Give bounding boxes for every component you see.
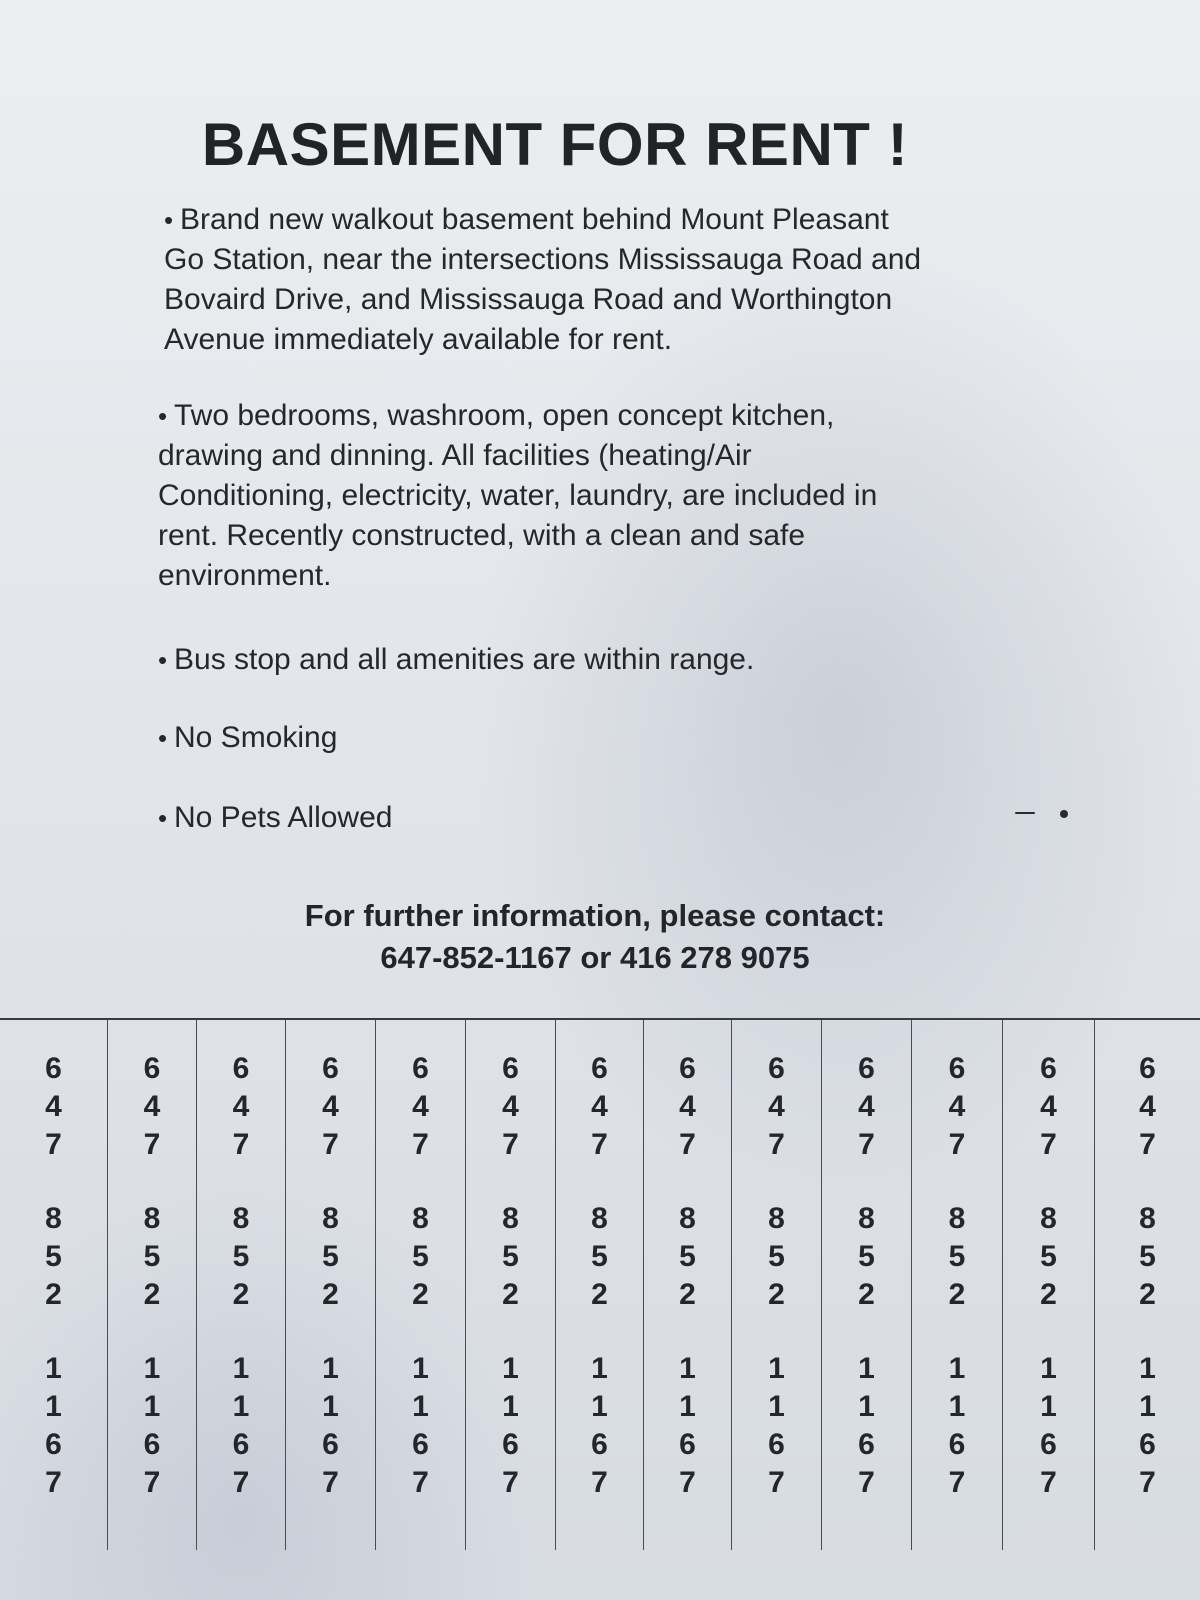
tab-digit: 2 bbox=[412, 1278, 429, 1311]
tear-off-tab[interactable] bbox=[466, 1020, 556, 1550]
tab-digit: 1 bbox=[502, 1352, 519, 1385]
bullet-features bbox=[158, 396, 877, 596]
tab-digit: 1 bbox=[591, 1390, 608, 1423]
tab-digit: 7 bbox=[679, 1466, 696, 1499]
bullet-line: Bovaird Drive, and Mississauga Road and Worthington bbox=[164, 283, 893, 316]
tab-digit: 4 bbox=[322, 1090, 339, 1123]
tab-digit: 6 bbox=[232, 1428, 250, 1461]
tab-digit: 8 bbox=[143, 1202, 161, 1235]
tab-digit: 6 bbox=[858, 1428, 875, 1461]
tab-digit: 7 bbox=[322, 1128, 339, 1161]
tab-digit: 5 bbox=[232, 1240, 250, 1273]
tab-digit: 7 bbox=[591, 1466, 608, 1499]
tab-digit: 1 bbox=[322, 1390, 339, 1423]
tab-digit: 1 bbox=[679, 1352, 696, 1385]
paper-speck-icon bbox=[1060, 810, 1068, 818]
tab-digit: 5 bbox=[143, 1240, 161, 1273]
contact-block bbox=[0, 895, 1190, 979]
tab-phone-number bbox=[286, 1050, 375, 1538]
tab-digit: 6 bbox=[232, 1052, 250, 1085]
tab-digit: 6 bbox=[591, 1428, 608, 1461]
tab-digit: 4 bbox=[591, 1090, 608, 1123]
bullet-line: Go Station, near the intersections Mississauga Road and bbox=[164, 243, 922, 276]
tab-digit: 6 bbox=[412, 1052, 429, 1085]
tear-off-tabs bbox=[0, 1020, 1200, 1580]
tab-digit: 8 bbox=[322, 1202, 339, 1235]
bullet-line: Two bedrooms, washroom, open concept kitchen, bbox=[174, 399, 835, 432]
bullet-line: Brand new walkout basement behind Mount Pleasant bbox=[180, 203, 889, 236]
tab-phone-number bbox=[197, 1050, 285, 1538]
tear-off-tab[interactable] bbox=[1003, 1020, 1095, 1550]
tab-digit-group bbox=[197, 1050, 285, 1164]
tab-digit: 6 bbox=[143, 1052, 161, 1085]
tab-digit: 6 bbox=[858, 1052, 875, 1085]
tab-digit: 2 bbox=[858, 1278, 875, 1311]
tab-digit-group bbox=[197, 1350, 285, 1502]
tab-digit: 1 bbox=[768, 1390, 785, 1423]
bullet-line: Conditioning, electricity, water, laundry, are included in bbox=[158, 479, 878, 512]
tab-digit: 8 bbox=[45, 1202, 62, 1235]
tear-off-tab[interactable] bbox=[0, 1020, 108, 1550]
tab-digit: 1 bbox=[1040, 1352, 1057, 1385]
tab-digit: 5 bbox=[768, 1240, 785, 1273]
tab-phone-number bbox=[376, 1050, 465, 1538]
tab-digit-group bbox=[556, 1350, 643, 1502]
tab-digit: 6 bbox=[768, 1428, 785, 1461]
tab-digit-group bbox=[197, 1200, 285, 1314]
tear-off-tab[interactable] bbox=[286, 1020, 376, 1550]
tab-digit-group bbox=[822, 1350, 911, 1502]
tab-phone-number bbox=[822, 1050, 911, 1538]
tab-digit: 5 bbox=[1139, 1240, 1156, 1273]
tear-off-tab[interactable] bbox=[912, 1020, 1003, 1550]
tab-digit: 4 bbox=[45, 1090, 62, 1123]
tab-digit: 8 bbox=[1040, 1202, 1057, 1235]
tab-digit-group bbox=[1003, 1200, 1094, 1314]
tear-off-tab[interactable] bbox=[376, 1020, 466, 1550]
tab-digit: 7 bbox=[232, 1466, 250, 1499]
tab-digit-group bbox=[912, 1200, 1002, 1314]
tab-digit: 6 bbox=[412, 1428, 429, 1461]
tab-digit: 4 bbox=[768, 1090, 785, 1123]
tab-digit-group bbox=[1095, 1350, 1200, 1502]
tab-digit-group bbox=[822, 1050, 911, 1164]
tab-digit: 1 bbox=[858, 1352, 875, 1385]
tab-digit: 7 bbox=[1139, 1466, 1156, 1499]
tab-digit: 6 bbox=[143, 1428, 161, 1461]
tab-digit: 7 bbox=[1040, 1466, 1057, 1499]
tab-digit: 5 bbox=[45, 1240, 62, 1273]
bullet-dot-icon: • bbox=[158, 723, 168, 753]
tab-digit-group bbox=[912, 1050, 1002, 1164]
tab-digit: 6 bbox=[1040, 1428, 1057, 1461]
tab-digit: 7 bbox=[858, 1128, 875, 1161]
tab-digit-group bbox=[466, 1350, 555, 1502]
tab-digit-group bbox=[644, 1050, 731, 1164]
tab-digit: 6 bbox=[768, 1052, 785, 1085]
tab-phone-number bbox=[0, 1050, 107, 1538]
tab-digit: 2 bbox=[1139, 1278, 1156, 1311]
tab-digit: 2 bbox=[1040, 1278, 1057, 1311]
tab-phone-number bbox=[466, 1050, 555, 1538]
contact-heading: For further information, please contact: bbox=[304, 898, 886, 933]
tab-digit-group bbox=[732, 1350, 821, 1502]
tab-digit-group bbox=[286, 1200, 375, 1314]
tab-digit-group bbox=[912, 1350, 1002, 1502]
bullet-line: environment. bbox=[158, 559, 332, 592]
tab-digit: 6 bbox=[322, 1428, 339, 1461]
tab-digit: 8 bbox=[1139, 1202, 1156, 1235]
tab-digit: 7 bbox=[948, 1466, 966, 1499]
tab-digit: 6 bbox=[1040, 1052, 1057, 1085]
tab-digit: 1 bbox=[768, 1352, 785, 1385]
tab-digit: 6 bbox=[948, 1052, 966, 1085]
tab-digit: 8 bbox=[768, 1202, 785, 1235]
tab-digit: 1 bbox=[412, 1352, 429, 1385]
tab-digit-group bbox=[0, 1050, 107, 1164]
tab-digit: 2 bbox=[322, 1278, 339, 1311]
tab-digit: 6 bbox=[45, 1052, 62, 1085]
tab-digit: 5 bbox=[591, 1240, 608, 1273]
tab-digit: 1 bbox=[948, 1352, 966, 1385]
contact-phones: 647-852-1167 or 416 278 9075 bbox=[380, 940, 810, 975]
tear-off-tab[interactable] bbox=[108, 1020, 197, 1550]
tab-digit-group bbox=[376, 1200, 465, 1314]
tear-off-tab[interactable] bbox=[644, 1020, 732, 1550]
tab-digit: 5 bbox=[679, 1240, 696, 1273]
tab-phone-number bbox=[732, 1050, 821, 1538]
tab-digit-group bbox=[1003, 1050, 1094, 1164]
tab-digit: 5 bbox=[1040, 1240, 1057, 1273]
tab-digit-group bbox=[466, 1200, 555, 1314]
tab-digit-group bbox=[556, 1050, 643, 1164]
tab-digit: 5 bbox=[502, 1240, 519, 1273]
tab-digit: 7 bbox=[232, 1128, 250, 1161]
tab-digit: 2 bbox=[679, 1278, 696, 1311]
tab-digit: 2 bbox=[768, 1278, 785, 1311]
tab-digit: 7 bbox=[502, 1128, 519, 1161]
tab-digit-group bbox=[376, 1350, 465, 1502]
tab-digit-group bbox=[376, 1050, 465, 1164]
tear-off-tab[interactable] bbox=[556, 1020, 644, 1550]
bullet-line: Avenue immediately available for rent. bbox=[164, 323, 673, 356]
tab-digit: 7 bbox=[948, 1128, 966, 1161]
tab-digit: 6 bbox=[591, 1052, 608, 1085]
tab-digit: 7 bbox=[143, 1128, 161, 1161]
tab-digit: 6 bbox=[322, 1052, 339, 1085]
tab-digit: 5 bbox=[948, 1240, 966, 1273]
tab-digit: 5 bbox=[858, 1240, 875, 1273]
bullet-dot-icon: • bbox=[158, 645, 168, 675]
tab-digit: 1 bbox=[1040, 1390, 1057, 1423]
tab-digit: 1 bbox=[412, 1390, 429, 1423]
tab-phone-number bbox=[556, 1050, 643, 1538]
tab-digit: 5 bbox=[322, 1240, 339, 1273]
tab-digit-group bbox=[1003, 1350, 1094, 1502]
bullet-no-pets bbox=[158, 798, 392, 838]
tab-digit: 6 bbox=[502, 1428, 519, 1461]
bullet-location bbox=[164, 200, 921, 360]
tab-digit: 8 bbox=[591, 1202, 608, 1235]
tab-digit: 2 bbox=[948, 1278, 966, 1311]
tab-digit: 4 bbox=[858, 1090, 875, 1123]
tab-digit-group bbox=[1095, 1050, 1200, 1164]
tab-digit: 7 bbox=[502, 1466, 519, 1499]
tab-digit: 1 bbox=[143, 1352, 161, 1385]
tab-digit: 2 bbox=[232, 1278, 250, 1311]
tab-digit: 8 bbox=[232, 1202, 250, 1235]
tab-digit: 1 bbox=[858, 1390, 875, 1423]
tab-digit-group bbox=[732, 1200, 821, 1314]
tab-digit: 4 bbox=[1139, 1090, 1156, 1123]
tab-digit: 4 bbox=[1040, 1090, 1057, 1123]
tab-digit: 8 bbox=[948, 1202, 966, 1235]
tab-digit: 1 bbox=[322, 1352, 339, 1385]
tear-off-tab[interactable] bbox=[732, 1020, 822, 1550]
tab-digit: 8 bbox=[858, 1202, 875, 1235]
tab-digit: 6 bbox=[45, 1428, 62, 1461]
tab-digit: 4 bbox=[502, 1090, 519, 1123]
tab-digit: 1 bbox=[591, 1352, 608, 1385]
tab-digit-group bbox=[0, 1200, 107, 1314]
tab-digit: 2 bbox=[502, 1278, 519, 1311]
tab-digit-group bbox=[644, 1350, 731, 1502]
tab-digit: 7 bbox=[858, 1466, 875, 1499]
tab-digit-group bbox=[286, 1350, 375, 1502]
tab-digit: 7 bbox=[412, 1466, 429, 1499]
tab-digit: 1 bbox=[679, 1390, 696, 1423]
tab-digit: 6 bbox=[679, 1428, 696, 1461]
bullet-amenities bbox=[158, 640, 754, 680]
tab-phone-number bbox=[644, 1050, 731, 1538]
tab-digit-group bbox=[732, 1050, 821, 1164]
tab-phone-number bbox=[108, 1050, 196, 1538]
tear-off-tab[interactable] bbox=[197, 1020, 286, 1550]
tab-digit-group bbox=[556, 1200, 643, 1314]
tab-phone-number bbox=[1003, 1050, 1094, 1538]
tab-digit: 1 bbox=[948, 1390, 966, 1423]
tab-digit-group bbox=[108, 1050, 196, 1164]
tab-digit-group bbox=[108, 1200, 196, 1314]
tab-phone-number bbox=[912, 1050, 1002, 1538]
tab-digit: 1 bbox=[232, 1352, 250, 1385]
tab-digit: 1 bbox=[502, 1390, 519, 1423]
tab-digit: 7 bbox=[679, 1128, 696, 1161]
tab-digit: 1 bbox=[143, 1390, 161, 1423]
tab-digit: 7 bbox=[768, 1466, 785, 1499]
tab-digit: 6 bbox=[502, 1052, 519, 1085]
tear-off-tab[interactable] bbox=[1095, 1020, 1200, 1550]
tear-off-tab[interactable] bbox=[822, 1020, 912, 1550]
tab-digit-group bbox=[644, 1200, 731, 1314]
bullet-no-smoking bbox=[158, 718, 337, 758]
bullet-line: No Pets Allowed bbox=[174, 801, 393, 834]
tab-digit: 6 bbox=[948, 1428, 966, 1461]
tab-digit: 8 bbox=[412, 1202, 429, 1235]
tab-digit: 7 bbox=[768, 1128, 785, 1161]
tab-digit-group bbox=[822, 1200, 911, 1314]
tab-digit: 6 bbox=[1139, 1052, 1156, 1085]
bullet-dot-icon: • bbox=[164, 205, 174, 235]
tab-digit: 2 bbox=[45, 1278, 62, 1311]
tab-digit: 6 bbox=[679, 1052, 696, 1085]
tab-digit-group bbox=[108, 1350, 196, 1502]
tab-digit: 4 bbox=[232, 1090, 250, 1123]
tab-digit-group bbox=[0, 1350, 107, 1502]
tab-digit: 8 bbox=[502, 1202, 519, 1235]
bullet-dot-icon: • bbox=[158, 803, 168, 833]
tab-digit: 7 bbox=[1139, 1128, 1156, 1161]
tab-digit: 4 bbox=[143, 1090, 161, 1123]
tab-digit-group bbox=[1095, 1200, 1200, 1314]
tab-digit: 8 bbox=[679, 1202, 696, 1235]
tab-digit: 6 bbox=[1139, 1428, 1156, 1461]
tab-digit: 7 bbox=[143, 1466, 161, 1499]
tab-digit: 7 bbox=[412, 1128, 429, 1161]
tab-digit: 2 bbox=[143, 1278, 161, 1311]
tab-digit: 7 bbox=[1040, 1128, 1057, 1161]
tab-phone-number bbox=[1095, 1050, 1200, 1538]
tab-digit: 4 bbox=[679, 1090, 696, 1123]
tab-digit: 1 bbox=[232, 1390, 250, 1423]
tab-digit: 7 bbox=[591, 1128, 608, 1161]
bullet-line: rent. Recently constructed, with a clean and safe bbox=[158, 519, 806, 552]
tab-digit: 1 bbox=[45, 1352, 62, 1385]
tab-digit: 4 bbox=[948, 1090, 966, 1123]
tab-digit: 1 bbox=[1139, 1390, 1156, 1423]
tab-digit: 7 bbox=[45, 1466, 62, 1499]
flyer-title: BASEMENT FOR RENT ! bbox=[201, 111, 909, 178]
bullet-line: Bus stop and all amenities are within range. bbox=[174, 643, 755, 676]
bullet-line: drawing and dinning. All facilities (heating/Air bbox=[158, 439, 752, 472]
bullet-line: No Smoking bbox=[174, 721, 338, 754]
bullet-dot-icon: • bbox=[158, 401, 168, 431]
tab-digit: 1 bbox=[45, 1390, 62, 1423]
paper-mark-icon bbox=[1015, 812, 1035, 814]
tab-digit: 7 bbox=[45, 1128, 62, 1161]
tab-digit: 1 bbox=[1139, 1352, 1156, 1385]
tab-digit: 2 bbox=[591, 1278, 608, 1311]
tab-digit: 7 bbox=[322, 1466, 339, 1499]
tab-digit: 5 bbox=[412, 1240, 429, 1273]
tab-digit-group bbox=[286, 1050, 375, 1164]
tab-digit: 4 bbox=[412, 1090, 429, 1123]
tab-digit-group bbox=[466, 1050, 555, 1164]
